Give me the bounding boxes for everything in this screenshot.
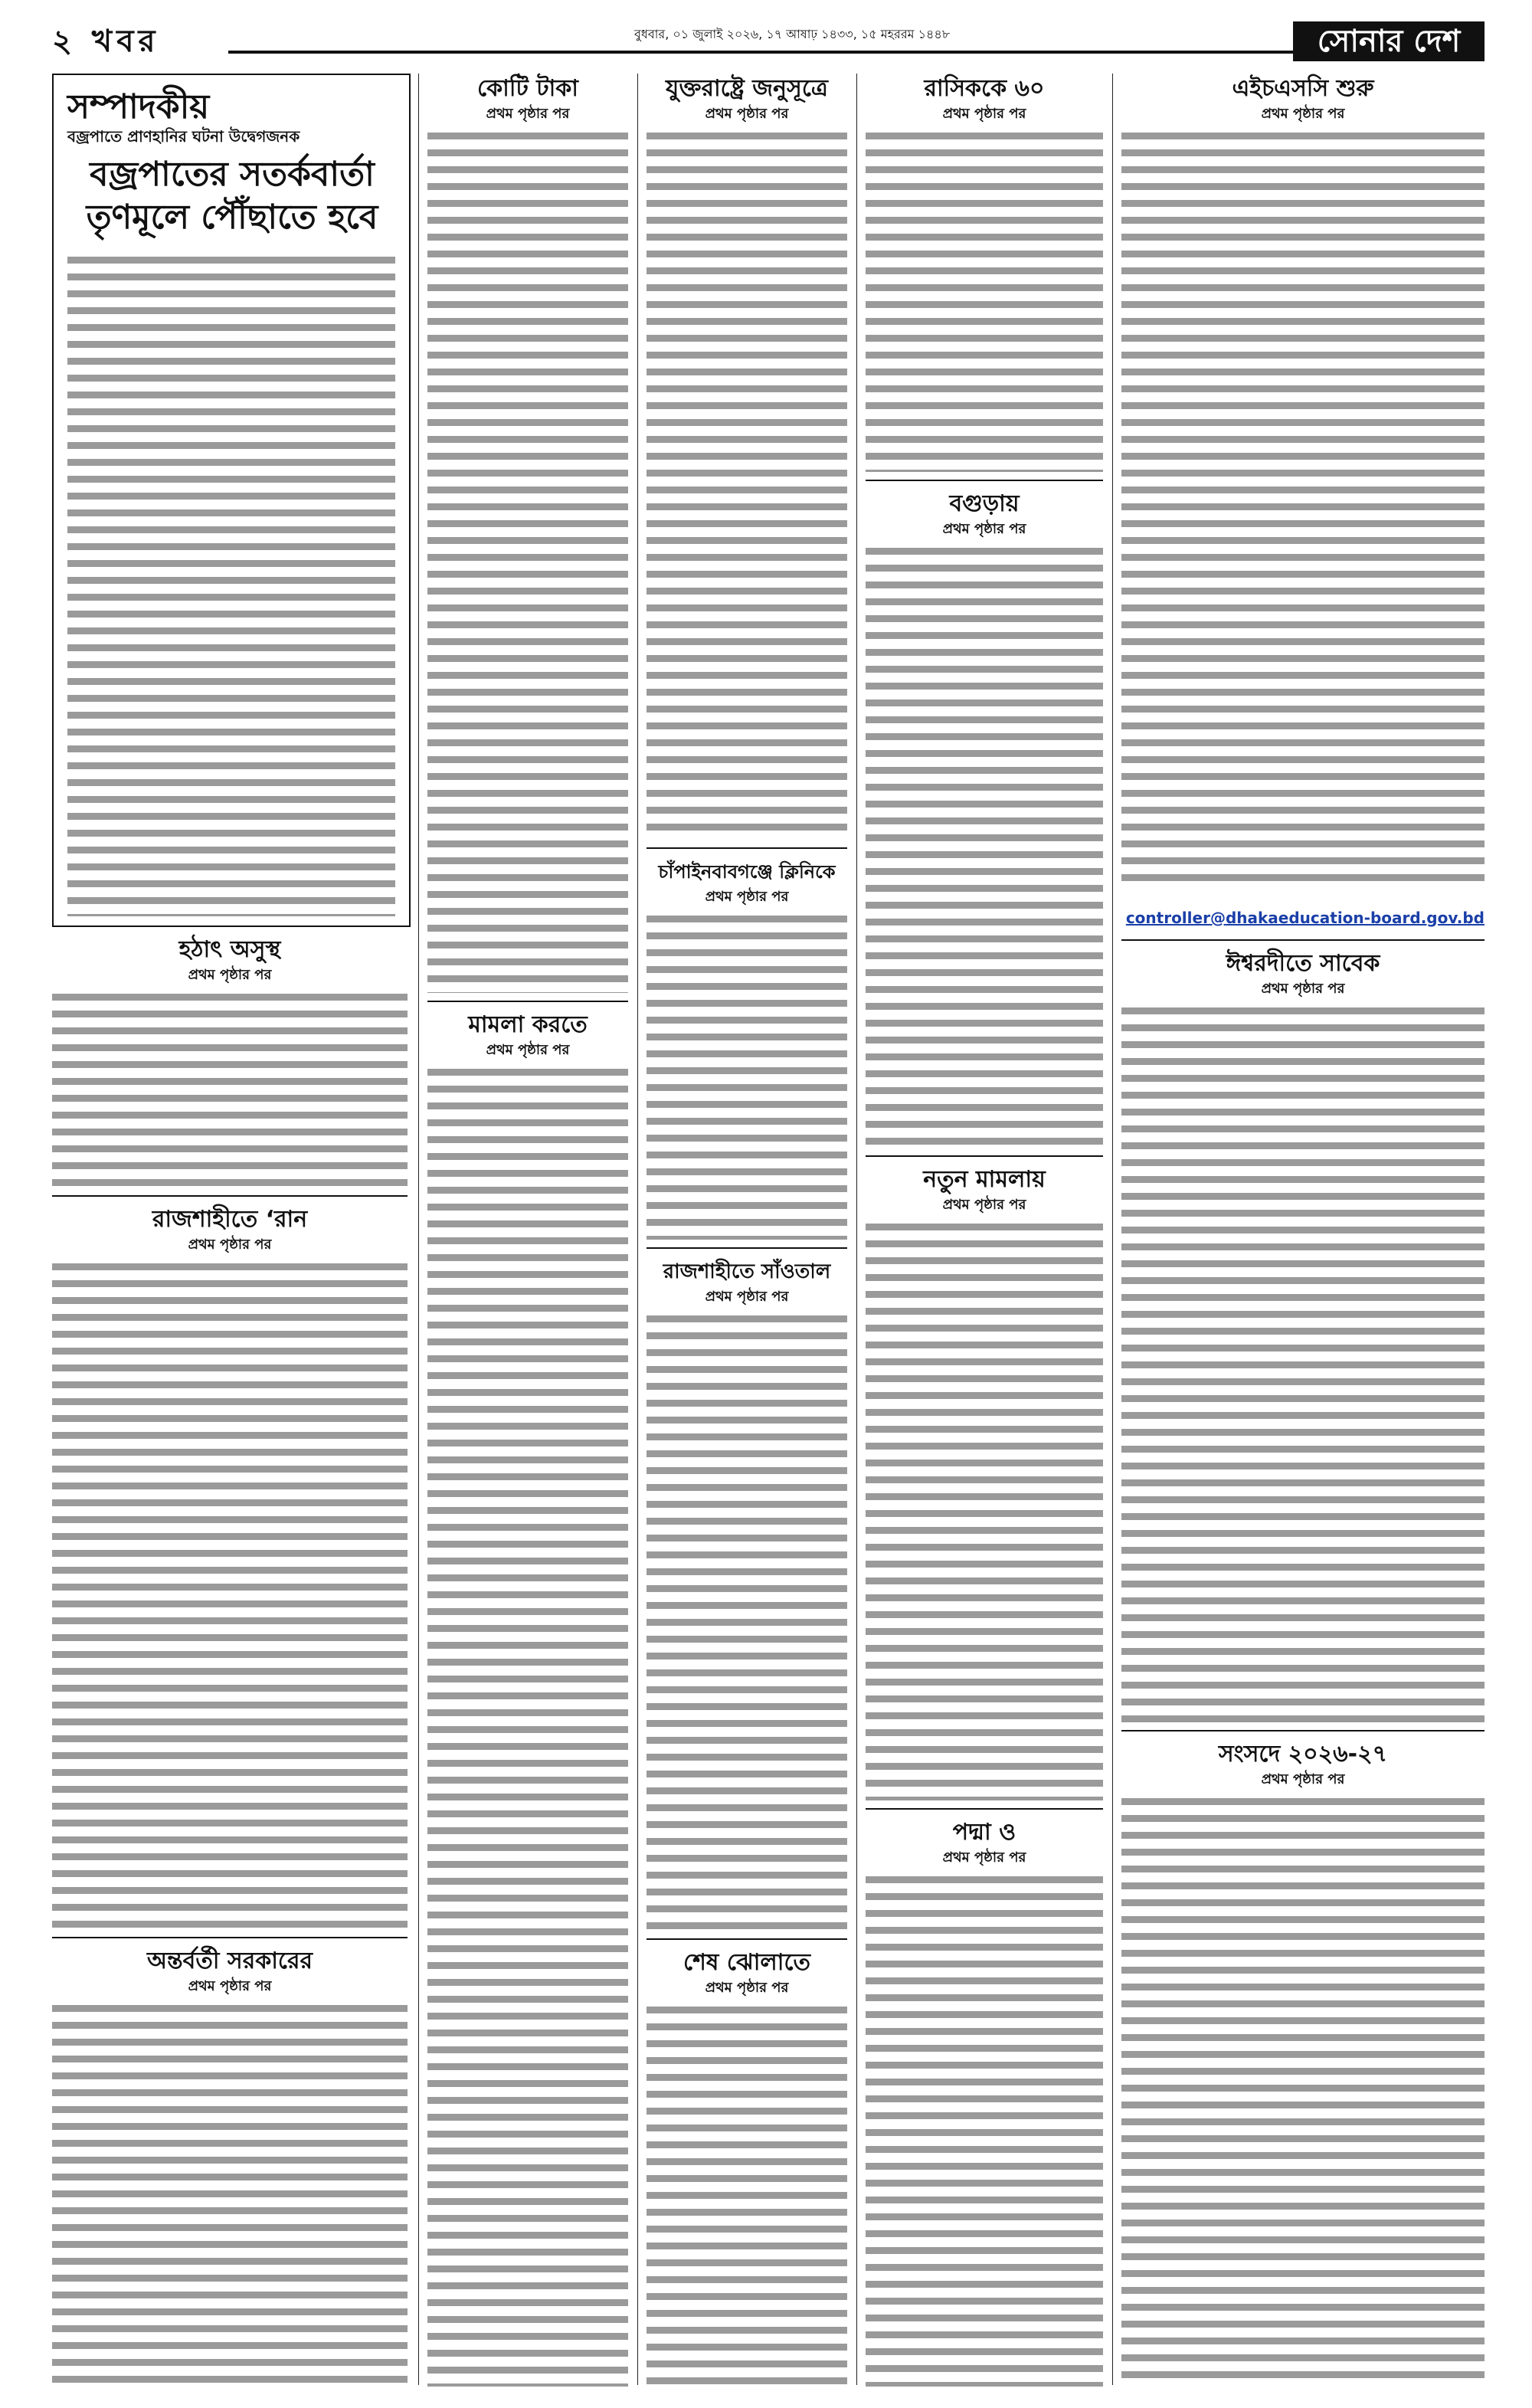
article-rajshahi-ran <box>52 1204 408 1929</box>
jump-line: প্রথম পৃষ্ঠার পর <box>705 1289 789 1305</box>
article-title: কোটি টাকা <box>477 75 578 102</box>
article-padma <box>866 1817 1103 2387</box>
article-title: চাঁপাইনবাবগঞ্জে ক্লিনিকে <box>658 861 836 883</box>
header-rule <box>228 51 1293 54</box>
article-title: রাজশাহীতে সাঁওতাল <box>663 1260 831 1283</box>
jump-line: প্রথম পৃষ্ঠার পর <box>486 1042 570 1058</box>
column-divider <box>637 74 638 2385</box>
jump-line: প্রথম পৃষ্ঠার পর <box>1261 106 1345 122</box>
article-notun-mamlay <box>866 1165 1103 1800</box>
article-shesh-jolate <box>647 1948 847 2387</box>
jump-line: প্রথম পৃষ্ঠার পর <box>705 1980 789 1996</box>
jump-line: প্রথম পৃষ্ঠার পর <box>705 106 789 122</box>
article-hsc <box>1121 74 1485 932</box>
article-divider <box>52 1195 408 1197</box>
masthead-logo: সোনার দেশ <box>1293 21 1485 61</box>
article-title: মামলা করতে <box>468 1011 588 1038</box>
article-title: ঈশ্বরদীতে সাবেক <box>1226 950 1380 977</box>
editorial-subtitle: বজ্রপাতে প্রাণহানির ঘটনা উদ্বেগজনক <box>67 127 300 146</box>
article-title: শেষ ঝোলাতে <box>683 1949 811 1976</box>
article-body <box>866 1218 1103 1800</box>
article-body <box>866 127 1103 472</box>
article-body <box>647 127 847 840</box>
article-body <box>52 988 408 1188</box>
article-divider <box>427 1001 628 1002</box>
article-body <box>647 1310 847 1931</box>
article-rajshahi-santal <box>647 1256 847 1931</box>
editorial-body <box>67 251 395 916</box>
article-title: যুক্তরাষ্ট্রে জনুসূত্রে <box>666 75 828 102</box>
article-antorborti <box>52 1946 408 2387</box>
article-title: রাসিককে ৬০ <box>924 75 1045 102</box>
article-sangsad <box>1121 1739 1485 2387</box>
article-divider <box>1121 939 1485 941</box>
jump-line: প্রথম পৃষ্ঠার পর <box>188 1237 272 1253</box>
article-body <box>647 910 847 1240</box>
article-title: এইচএসসি শুরু <box>1232 75 1374 102</box>
article-title: পদ্মা ও <box>952 1819 1016 1846</box>
jump-line: প্রথম পৃষ্ঠার পর <box>1261 1771 1345 1787</box>
jump-line: প্রথম পৃষ্ঠার পর <box>942 521 1026 537</box>
article-body <box>866 1871 1103 2387</box>
jump-line: প্রথম পৃষ্ঠার পর <box>942 1849 1026 1866</box>
jump-line: প্রথম পৃষ্ঠার পর <box>942 106 1026 122</box>
article-divider <box>647 847 847 849</box>
column-divider <box>856 74 857 2385</box>
contact-email-link[interactable]: controller@dhakaeducation-board.gov.bd <box>1125 909 1485 927</box>
jump-line: প্রথম পৃষ্ঠার পর <box>942 1197 1026 1213</box>
article-divider <box>647 1247 847 1249</box>
article-body <box>427 1063 628 2387</box>
article-body <box>1121 1002 1485 1722</box>
article-divider <box>1121 1730 1485 1731</box>
article-ishwardi <box>1121 948 1485 1722</box>
article-divider <box>866 1155 1103 1157</box>
article-title: নতুন মামলায় <box>923 1166 1046 1193</box>
article-body <box>427 127 628 993</box>
article-body <box>52 2000 408 2387</box>
article-divider <box>52 1937 408 1938</box>
article-title: বগুড়ায় <box>949 490 1020 517</box>
article-body <box>1121 1793 1485 2387</box>
dateline: বুধবার, ০১ জুলাই ২০২৬, ১৭ আষাঢ় ১৪৩৩, ১৫ মহররম ১৪৪৮ <box>634 27 951 41</box>
jump-line: প্রথম পৃষ্ঠার পর <box>188 1978 272 1994</box>
article-body <box>866 542 1103 1148</box>
jump-line: প্রথম পৃষ্ঠার পর <box>188 967 272 983</box>
article-joktorashtre <box>647 74 847 840</box>
article-divider <box>866 480 1103 481</box>
article-rasik <box>866 74 1103 472</box>
article-chapai <box>647 857 847 1240</box>
article-title: অন্তর্বর্তী সরকারের <box>147 1948 313 1974</box>
column-divider <box>1112 74 1113 2385</box>
article-divider <box>866 1808 1103 1810</box>
editorial-box <box>52 74 411 927</box>
article-title: সংসদে ২০২৬-২৭ <box>1218 1741 1388 1768</box>
article-mamla-korte <box>427 1010 628 2387</box>
article-bogura <box>866 489 1103 1148</box>
article-koti-taka <box>427 74 628 993</box>
article-divider <box>647 1938 847 1940</box>
article-body <box>52 1258 408 1929</box>
jump-line: প্রথম পৃষ্ঠার পর <box>486 106 570 122</box>
editorial-label: সম্পাদকীয় <box>67 87 210 126</box>
page-number: ২ খবর <box>52 24 160 59</box>
column-divider <box>418 74 419 2385</box>
jump-line: প্রথম পৃষ্ঠার পর <box>705 889 789 905</box>
jump-line: প্রথম পৃষ্ঠার পর <box>1261 981 1345 997</box>
article-title: হঠাৎ অসুস্থ <box>178 936 281 963</box>
page-header <box>52 21 1485 61</box>
article-hothat <box>52 935 408 1188</box>
article-body <box>647 2001 847 2387</box>
article-title: রাজশাহীতে ‘রান <box>152 1206 308 1233</box>
article-body <box>1121 127 1485 883</box>
editorial-headline: বজ্রপাতের সতর্কবার্তা তৃণমূলে পৌঁছাতে হবে <box>86 155 378 237</box>
